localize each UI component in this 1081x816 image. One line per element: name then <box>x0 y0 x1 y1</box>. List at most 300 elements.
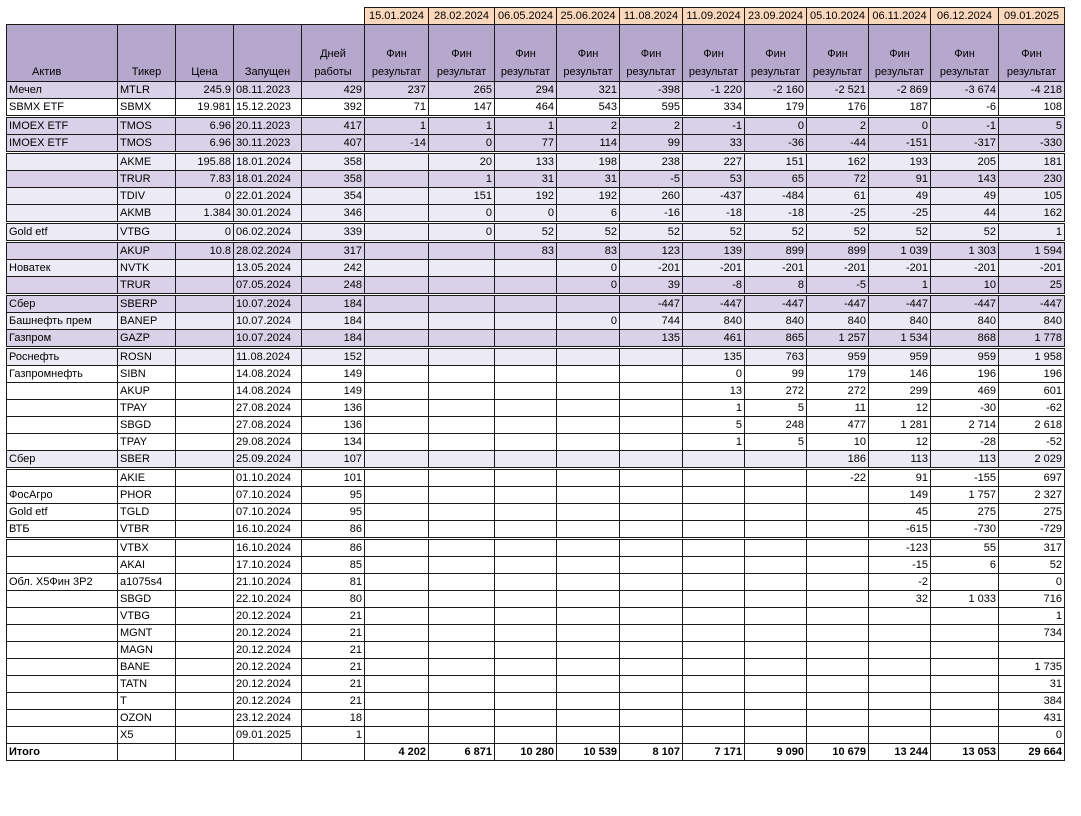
started-cell[interactable]: 11.08.2024 <box>234 348 302 366</box>
fin-result-cell[interactable] <box>365 574 429 591</box>
price-cell[interactable] <box>176 417 234 434</box>
fin-result-cell[interactable] <box>683 557 745 574</box>
days-cell[interactable]: 107 <box>302 451 365 469</box>
fin-result-cell[interactable] <box>429 417 495 434</box>
fin-result-cell[interactable]: 899 <box>807 242 869 260</box>
fin-result-cell[interactable] <box>683 574 745 591</box>
days-cell[interactable]: 184 <box>302 330 365 348</box>
days-cell[interactable]: 134 <box>302 434 365 451</box>
date-cell[interactable]: 28.02.2024 <box>429 8 495 25</box>
fin-result-cell[interactable] <box>429 642 495 659</box>
fin-result-cell[interactable]: 763 <box>745 348 807 366</box>
fin-result-cell[interactable]: 12 <box>869 400 931 417</box>
fin-result-cell[interactable]: 840 <box>683 313 745 330</box>
fin-result-cell[interactable]: 135 <box>683 348 745 366</box>
fin-result-cell[interactable] <box>745 487 807 504</box>
fin-result-cell[interactable] <box>429 659 495 676</box>
fin-result-cell[interactable] <box>745 451 807 469</box>
fin-result-cell[interactable]: -155 <box>931 469 999 487</box>
fin-result-cell[interactable] <box>869 710 931 727</box>
price-cell[interactable]: 6.96 <box>176 135 234 153</box>
started-cell[interactable]: 21.10.2024 <box>234 574 302 591</box>
asset-cell[interactable]: Башнефть прем <box>7 313 118 330</box>
fin-result-cell[interactable]: 11 <box>807 400 869 417</box>
fin-result-cell[interactable]: -2 869 <box>869 82 931 99</box>
fin-result-cell[interactable] <box>807 659 869 676</box>
fin-result-cell[interactable] <box>365 313 429 330</box>
ticker-cell[interactable]: TMOS <box>118 117 176 135</box>
fin-result-cell[interactable] <box>365 727 429 744</box>
fin-result-cell[interactable] <box>683 451 745 469</box>
fin-result-cell[interactable] <box>807 625 869 642</box>
fin-result-cell[interactable]: -18 <box>745 205 807 223</box>
fin-result-cell[interactable]: 868 <box>931 330 999 348</box>
date-cell[interactable]: 23.09.2024 <box>745 8 807 25</box>
started-cell[interactable]: 17.10.2024 <box>234 557 302 574</box>
fin-result-cell[interactable]: 1 033 <box>931 591 999 608</box>
header-started[interactable]: Запущен <box>234 25 302 82</box>
fin-result-cell[interactable] <box>495 348 557 366</box>
fin-result-cell[interactable]: 2 714 <box>931 417 999 434</box>
fin-result-cell[interactable]: -3 674 <box>931 82 999 99</box>
asset-cell[interactable] <box>7 383 118 400</box>
started-cell[interactable]: 18.01.2024 <box>234 171 302 188</box>
header-fin-result[interactable] <box>931 25 999 82</box>
fin-result-cell[interactable]: 149 <box>869 487 931 504</box>
fin-result-cell[interactable]: 91 <box>869 171 931 188</box>
ticker-cell[interactable]: GAZP <box>118 330 176 348</box>
fin-result-cell[interactable] <box>495 417 557 434</box>
fin-result-cell[interactable] <box>365 223 429 242</box>
ticker-cell[interactable]: AKIE <box>118 469 176 487</box>
fin-result-cell[interactable] <box>683 591 745 608</box>
ticker-cell[interactable]: VTBX <box>118 539 176 557</box>
fin-result-cell[interactable]: 959 <box>869 348 931 366</box>
fin-result-cell[interactable] <box>365 625 429 642</box>
fin-result-cell[interactable]: 1 <box>429 117 495 135</box>
days-cell[interactable]: 21 <box>302 676 365 693</box>
fin-result-cell[interactable] <box>495 676 557 693</box>
fin-result-cell[interactable] <box>495 727 557 744</box>
price-cell[interactable] <box>176 383 234 400</box>
fin-result-cell[interactable] <box>429 625 495 642</box>
fin-result-cell[interactable]: 52 <box>557 223 620 242</box>
fin-result-cell[interactable] <box>365 171 429 188</box>
fin-result-cell[interactable]: 2 <box>807 117 869 135</box>
total-empty-cell[interactable] <box>118 744 176 761</box>
fin-result-cell[interactable]: 1 <box>683 400 745 417</box>
fin-result-cell[interactable] <box>683 521 745 539</box>
days-cell[interactable]: 136 <box>302 400 365 417</box>
ticker-cell[interactable]: TATN <box>118 676 176 693</box>
asset-cell[interactable]: Сбер <box>7 451 118 469</box>
fin-result-cell[interactable]: 5 <box>745 400 807 417</box>
started-cell[interactable]: 14.08.2024 <box>234 366 302 383</box>
ticker-cell[interactable]: SBGD <box>118 417 176 434</box>
fin-result-cell[interactable]: -123 <box>869 539 931 557</box>
fin-result-cell[interactable]: 99 <box>745 366 807 383</box>
fin-result-cell[interactable]: -22 <box>807 469 869 487</box>
days-cell[interactable]: 429 <box>302 82 365 99</box>
ticker-cell[interactable]: SBERP <box>118 295 176 313</box>
fin-result-cell[interactable] <box>620 727 683 744</box>
fin-result-cell[interactable] <box>931 676 999 693</box>
asset-cell[interactable] <box>7 434 118 451</box>
fin-result-cell[interactable] <box>495 260 557 277</box>
fin-result-cell[interactable] <box>429 574 495 591</box>
fin-result-cell[interactable] <box>495 642 557 659</box>
price-cell[interactable] <box>176 400 234 417</box>
fin-result-cell[interactable] <box>495 469 557 487</box>
fin-result-cell[interactable]: -44 <box>807 135 869 153</box>
fin-result-cell[interactable]: 469 <box>931 383 999 400</box>
fin-result-cell[interactable]: 39 <box>620 277 683 295</box>
date-cell[interactable]: 11.08.2024 <box>620 8 683 25</box>
days-cell[interactable]: 18 <box>302 710 365 727</box>
fin-result-cell[interactable]: 1 257 <box>807 330 869 348</box>
asset-cell[interactable] <box>7 710 118 727</box>
fin-result-cell[interactable] <box>429 330 495 348</box>
ticker-cell[interactable]: SBER <box>118 451 176 469</box>
asset-cell[interactable]: Обл. Х5Фин 3Р2 <box>7 574 118 591</box>
fin-result-cell[interactable] <box>495 710 557 727</box>
fin-result-cell[interactable]: 0 <box>557 260 620 277</box>
fin-result-cell[interactable]: 151 <box>429 188 495 205</box>
fin-result-cell[interactable]: 6 <box>557 205 620 223</box>
fin-result-cell[interactable]: 72 <box>807 171 869 188</box>
fin-result-cell[interactable] <box>807 574 869 591</box>
days-cell[interactable]: 184 <box>302 313 365 330</box>
fin-result-cell[interactable]: 52 <box>999 557 1065 574</box>
price-cell[interactable] <box>176 434 234 451</box>
fin-result-cell[interactable] <box>557 727 620 744</box>
fin-result-cell[interactable] <box>620 591 683 608</box>
fin-result-cell[interactable]: 135 <box>620 330 683 348</box>
asset-cell[interactable] <box>7 625 118 642</box>
fin-result-cell[interactable] <box>429 400 495 417</box>
fin-result-cell[interactable] <box>620 521 683 539</box>
price-cell[interactable] <box>176 330 234 348</box>
fin-result-cell[interactable] <box>557 608 620 625</box>
fin-result-cell[interactable] <box>495 277 557 295</box>
total-value-cell[interactable]: 9 090 <box>745 744 807 761</box>
days-cell[interactable]: 346 <box>302 205 365 223</box>
fin-result-cell[interactable] <box>495 625 557 642</box>
fin-result-cell[interactable] <box>429 383 495 400</box>
days-cell[interactable]: 152 <box>302 348 365 366</box>
header-fin-result[interactable] <box>745 25 807 82</box>
asset-cell[interactable]: ФосАгро <box>7 487 118 504</box>
started-cell[interactable]: 10.07.2024 <box>234 330 302 348</box>
fin-result-cell[interactable] <box>429 451 495 469</box>
fin-result-cell[interactable]: 840 <box>931 313 999 330</box>
fin-result-cell[interactable] <box>557 574 620 591</box>
ticker-cell[interactable]: ROSN <box>118 348 176 366</box>
fin-result-cell[interactable]: 0 <box>429 223 495 242</box>
fin-result-cell[interactable] <box>365 539 429 557</box>
started-cell[interactable]: 07.05.2024 <box>234 277 302 295</box>
price-cell[interactable]: 19.981 <box>176 99 234 117</box>
fin-result-cell[interactable]: -52 <box>999 434 1065 451</box>
fin-result-cell[interactable] <box>365 710 429 727</box>
fin-result-cell[interactable] <box>365 521 429 539</box>
fin-result-cell[interactable]: -201 <box>999 260 1065 277</box>
total-value-cell[interactable]: 13 053 <box>931 744 999 761</box>
days-cell[interactable]: 1 <box>302 727 365 744</box>
fin-result-cell[interactable] <box>365 205 429 223</box>
price-cell[interactable]: 1.384 <box>176 205 234 223</box>
fin-result-cell[interactable]: 734 <box>999 625 1065 642</box>
asset-cell[interactable]: Gold etf <box>7 223 118 242</box>
fin-result-cell[interactable]: 294 <box>495 82 557 99</box>
fin-result-cell[interactable]: -30 <box>931 400 999 417</box>
fin-result-cell[interactable] <box>365 557 429 574</box>
fin-result-cell[interactable] <box>365 295 429 313</box>
total-empty-cell[interactable] <box>176 744 234 761</box>
fin-result-cell[interactable] <box>931 693 999 710</box>
fin-result-cell[interactable] <box>365 487 429 504</box>
fin-result-cell[interactable]: 133 <box>495 153 557 171</box>
ticker-cell[interactable]: MTLR <box>118 82 176 99</box>
started-cell[interactable]: 20.12.2024 <box>234 676 302 693</box>
fin-result-cell[interactable]: 1 735 <box>999 659 1065 676</box>
fin-result-cell[interactable] <box>745 693 807 710</box>
started-cell[interactable]: 15.12.2023 <box>234 99 302 117</box>
fin-result-cell[interactable] <box>683 504 745 521</box>
fin-result-cell[interactable]: 205 <box>931 153 999 171</box>
fin-result-cell[interactable]: 1 <box>429 171 495 188</box>
fin-result-cell[interactable] <box>620 659 683 676</box>
fin-result-cell[interactable]: 13 <box>683 383 745 400</box>
fin-result-cell[interactable] <box>557 451 620 469</box>
fin-result-cell[interactable]: 2 029 <box>999 451 1065 469</box>
fin-result-cell[interactable] <box>807 539 869 557</box>
fin-result-cell[interactable] <box>495 608 557 625</box>
fin-result-cell[interactable]: 139 <box>683 242 745 260</box>
fin-result-cell[interactable]: -317 <box>931 135 999 153</box>
header-fin-result[interactable] <box>869 25 931 82</box>
fin-result-cell[interactable]: 31 <box>495 171 557 188</box>
asset-cell[interactable] <box>7 659 118 676</box>
fin-result-cell[interactable] <box>429 295 495 313</box>
date-cell[interactable]: 05.10.2024 <box>807 8 869 25</box>
asset-cell[interactable] <box>7 557 118 574</box>
total-value-cell[interactable]: 10 280 <box>495 744 557 761</box>
fin-result-cell[interactable]: -729 <box>999 521 1065 539</box>
price-cell[interactable] <box>176 625 234 642</box>
fin-result-cell[interactable] <box>745 642 807 659</box>
total-value-cell[interactable]: 6 871 <box>429 744 495 761</box>
fin-result-cell[interactable] <box>620 710 683 727</box>
started-cell[interactable]: 20.12.2024 <box>234 608 302 625</box>
fin-result-cell[interactable] <box>557 625 620 642</box>
asset-cell[interactable] <box>7 676 118 693</box>
days-cell[interactable]: 21 <box>302 642 365 659</box>
started-cell[interactable]: 27.08.2024 <box>234 400 302 417</box>
fin-result-cell[interactable]: 0 <box>999 574 1065 591</box>
date-cell[interactable]: 09.01.2025 <box>999 8 1065 25</box>
fin-result-cell[interactable] <box>557 693 620 710</box>
days-cell[interactable]: 136 <box>302 417 365 434</box>
fin-result-cell[interactable]: 321 <box>557 82 620 99</box>
days-cell[interactable]: 184 <box>302 295 365 313</box>
started-cell[interactable]: 07.10.2024 <box>234 487 302 504</box>
fin-result-cell[interactable] <box>683 539 745 557</box>
fin-result-cell[interactable]: -5 <box>620 171 683 188</box>
price-cell[interactable] <box>176 504 234 521</box>
fin-result-cell[interactable] <box>495 557 557 574</box>
fin-result-cell[interactable] <box>365 383 429 400</box>
ticker-cell[interactable]: VTBR <box>118 521 176 539</box>
fin-result-cell[interactable] <box>620 625 683 642</box>
fin-result-cell[interactable]: 52 <box>869 223 931 242</box>
price-cell[interactable] <box>176 727 234 744</box>
started-cell[interactable]: 08.11.2023 <box>234 82 302 99</box>
started-cell[interactable]: 22.10.2024 <box>234 591 302 608</box>
asset-cell[interactable] <box>7 400 118 417</box>
started-cell[interactable]: 01.10.2024 <box>234 469 302 487</box>
fin-result-cell[interactable] <box>429 557 495 574</box>
asset-cell[interactable] <box>7 171 118 188</box>
fin-result-cell[interactable]: -330 <box>999 135 1065 153</box>
fin-result-cell[interactable] <box>365 591 429 608</box>
fin-result-cell[interactable]: 71 <box>365 99 429 117</box>
days-cell[interactable]: 101 <box>302 469 365 487</box>
fin-result-cell[interactable]: 5 <box>683 417 745 434</box>
asset-cell[interactable]: Газпром <box>7 330 118 348</box>
fin-result-cell[interactable] <box>429 469 495 487</box>
fin-result-cell[interactable]: 32 <box>869 591 931 608</box>
fin-result-cell[interactable]: 0 <box>745 117 807 135</box>
fin-result-cell[interactable] <box>429 676 495 693</box>
fin-result-cell[interactable]: -201 <box>620 260 683 277</box>
fin-result-cell[interactable]: 1 778 <box>999 330 1065 348</box>
fin-result-cell[interactable] <box>429 277 495 295</box>
fin-result-cell[interactable]: 230 <box>999 171 1065 188</box>
ticker-cell[interactable]: AKUP <box>118 242 176 260</box>
ticker-cell[interactable]: TPAY <box>118 400 176 417</box>
fin-result-cell[interactable] <box>807 693 869 710</box>
started-cell[interactable]: 06.02.2024 <box>234 223 302 242</box>
days-cell[interactable]: 417 <box>302 117 365 135</box>
fin-result-cell[interactable]: 5 <box>745 434 807 451</box>
asset-cell[interactable] <box>7 642 118 659</box>
fin-result-cell[interactable] <box>495 504 557 521</box>
fin-result-cell[interactable]: -447 <box>745 295 807 313</box>
fin-result-cell[interactable] <box>495 295 557 313</box>
days-cell[interactable]: 21 <box>302 693 365 710</box>
ticker-cell[interactable]: PHOR <box>118 487 176 504</box>
fin-result-cell[interactable] <box>745 521 807 539</box>
fin-result-cell[interactable]: 959 <box>807 348 869 366</box>
total-value-cell[interactable]: 29 664 <box>999 744 1065 761</box>
fin-result-cell[interactable] <box>495 330 557 348</box>
fin-result-cell[interactable] <box>365 277 429 295</box>
header-days[interactable] <box>302 25 365 82</box>
price-cell[interactable] <box>176 451 234 469</box>
date-cell[interactable]: 25.06.2024 <box>557 8 620 25</box>
fin-result-cell[interactable] <box>495 659 557 676</box>
fin-result-cell[interactable] <box>745 591 807 608</box>
fin-result-cell[interactable]: 227 <box>683 153 745 171</box>
fin-result-cell[interactable] <box>429 487 495 504</box>
price-cell[interactable] <box>176 469 234 487</box>
fin-result-cell[interactable]: 143 <box>931 171 999 188</box>
fin-result-cell[interactable]: 0 <box>683 366 745 383</box>
fin-result-cell[interactable] <box>620 574 683 591</box>
fin-result-cell[interactable]: 384 <box>999 693 1065 710</box>
fin-result-cell[interactable] <box>557 366 620 383</box>
fin-result-cell[interactable]: -5 <box>807 277 869 295</box>
fin-result-cell[interactable] <box>429 727 495 744</box>
fin-result-cell[interactable]: 543 <box>557 99 620 117</box>
fin-result-cell[interactable]: 146 <box>869 366 931 383</box>
fin-result-cell[interactable] <box>745 659 807 676</box>
fin-result-cell[interactable]: -151 <box>869 135 931 153</box>
fin-result-cell[interactable] <box>931 642 999 659</box>
fin-result-cell[interactable]: 53 <box>683 171 745 188</box>
fin-result-cell[interactable]: 899 <box>745 242 807 260</box>
started-cell[interactable]: 30.01.2024 <box>234 205 302 223</box>
fin-result-cell[interactable] <box>683 676 745 693</box>
fin-result-cell[interactable] <box>745 574 807 591</box>
fin-result-cell[interactable] <box>557 539 620 557</box>
fin-result-cell[interactable]: 12 <box>869 434 931 451</box>
fin-result-cell[interactable] <box>557 659 620 676</box>
fin-result-cell[interactable] <box>931 574 999 591</box>
fin-result-cell[interactable] <box>999 642 1065 659</box>
fin-result-cell[interactable]: 1 303 <box>931 242 999 260</box>
fin-result-cell[interactable] <box>429 539 495 557</box>
fin-result-cell[interactable]: -437 <box>683 188 745 205</box>
fin-result-cell[interactable]: -201 <box>807 260 869 277</box>
price-cell[interactable]: 0 <box>176 188 234 205</box>
fin-result-cell[interactable]: 464 <box>495 99 557 117</box>
fin-result-cell[interactable] <box>745 504 807 521</box>
price-cell[interactable] <box>176 260 234 277</box>
fin-result-cell[interactable] <box>620 693 683 710</box>
asset-cell[interactable]: ВТБ <box>7 521 118 539</box>
fin-result-cell[interactable]: 1 534 <box>869 330 931 348</box>
fin-result-cell[interactable]: 461 <box>683 330 745 348</box>
fin-result-cell[interactable] <box>931 608 999 625</box>
fin-result-cell[interactable] <box>365 693 429 710</box>
fin-result-cell[interactable] <box>620 608 683 625</box>
fin-result-cell[interactable] <box>683 487 745 504</box>
asset-cell[interactable]: Gold etf <box>7 504 118 521</box>
fin-result-cell[interactable] <box>429 591 495 608</box>
fin-result-cell[interactable] <box>745 469 807 487</box>
started-cell[interactable]: 10.07.2024 <box>234 313 302 330</box>
fin-result-cell[interactable] <box>495 487 557 504</box>
fin-result-cell[interactable]: 299 <box>869 383 931 400</box>
header-fin-result[interactable] <box>999 25 1065 82</box>
header-fin-result[interactable] <box>557 25 620 82</box>
days-cell[interactable]: 21 <box>302 608 365 625</box>
fin-result-cell[interactable] <box>557 676 620 693</box>
fin-result-cell[interactable]: -201 <box>745 260 807 277</box>
fin-result-cell[interactable]: -15 <box>869 557 931 574</box>
started-cell[interactable]: 20.12.2024 <box>234 642 302 659</box>
days-cell[interactable]: 21 <box>302 659 365 676</box>
started-cell[interactable]: 20.12.2024 <box>234 659 302 676</box>
price-cell[interactable] <box>176 539 234 557</box>
fin-result-cell[interactable]: -447 <box>869 295 931 313</box>
fin-result-cell[interactable] <box>495 521 557 539</box>
fin-result-cell[interactable]: 105 <box>999 188 1065 205</box>
total-value-cell[interactable]: 10 679 <box>807 744 869 761</box>
total-empty-cell[interactable] <box>302 744 365 761</box>
